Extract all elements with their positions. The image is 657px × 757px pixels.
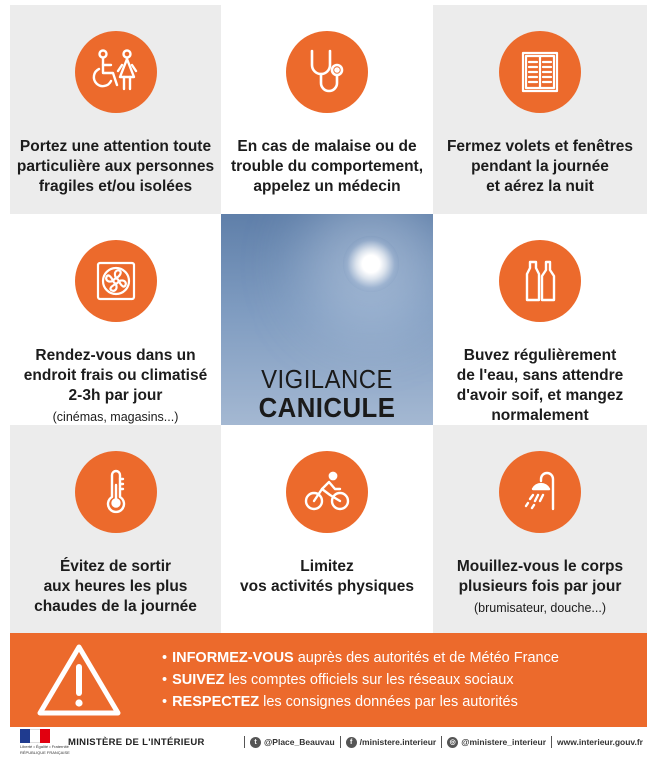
window-shutters-icon xyxy=(499,31,581,113)
title-vigilance: VIGILANCE xyxy=(261,364,393,394)
fan-icon xyxy=(75,240,157,322)
facebook-icon: f xyxy=(346,737,357,748)
advice-text: Portez une attention toute particulière aux personnes fragiles et/ou isolées xyxy=(16,138,215,195)
twitter-link[interactable]: t @Place_Beauvau xyxy=(239,736,335,748)
warning-triangle-icon xyxy=(34,641,124,719)
banner-item-inform: • INFORMEZ-VOUS auprès des autorités et de Météo France xyxy=(162,650,559,666)
social-links xyxy=(239,736,643,748)
advice-text: Buvez régulièrement de l'eau, sans attendre d'avoir soif, et mangez normalement xyxy=(456,347,624,424)
shower-icon xyxy=(499,451,581,533)
advice-text: Mouillez-vous le corps plusieurs fois par jour xyxy=(456,558,624,595)
advice-cell-avoid-heat xyxy=(10,425,221,633)
sun-icon xyxy=(343,236,399,292)
vigilance-canicule-panel xyxy=(221,214,433,425)
instagram-link[interactable]: ◎ @ministere_interieur xyxy=(436,736,546,748)
republic-motto: Liberté • Égalité • Fraternité xyxy=(20,744,69,749)
title-canicule: CANICULE xyxy=(258,392,396,423)
advice-text: Limitez vos activités physiques xyxy=(239,558,415,595)
advice-text: En cas de malaise ou de trouble du comportement, appelez un médecin xyxy=(230,138,424,195)
advice-cell-doctor xyxy=(221,5,433,214)
republic-logo xyxy=(20,729,70,755)
facebook-link[interactable]: f /ministere.interieur xyxy=(335,736,437,748)
banner-list xyxy=(162,647,559,713)
advice-cell-limit-activity xyxy=(221,425,433,633)
instagram-icon: ◎ xyxy=(447,737,458,748)
advice-note: (cinémas, magasins...) xyxy=(52,410,179,424)
thermometer-icon xyxy=(75,451,157,533)
cyclist-icon xyxy=(286,451,368,533)
advice-text: Évitez de sortir aux heures les plus chaudes de la journée xyxy=(34,558,197,615)
twitter-icon: t xyxy=(250,737,261,748)
footer xyxy=(10,727,647,757)
republic-name: RÉPUBLIQUE FRANÇAISE xyxy=(20,750,70,755)
advice-grid xyxy=(10,5,647,633)
advice-cell-shutters xyxy=(433,5,647,214)
stethoscope-icon xyxy=(286,31,368,113)
advice-cell-cool-place xyxy=(10,214,221,425)
advice-cell-shower xyxy=(433,425,647,633)
ministry-name: MINISTÈRE DE L'INTÉRIEUR xyxy=(68,736,205,748)
banner-item-respect: • RESPECTEZ les consignes données par les autorités xyxy=(162,694,518,710)
information-banner xyxy=(10,633,647,727)
website-link[interactable]: www.interieur.gouv.fr xyxy=(546,736,643,748)
water-bottles-icon xyxy=(499,240,581,322)
french-flag-icon xyxy=(20,729,50,743)
disabled-person-and-woman-icon xyxy=(75,31,157,113)
advice-note: (brumisateur, douche...) xyxy=(473,601,606,615)
banner-item-follow: • SUIVEZ les comptes officiels sur les réseaux sociaux xyxy=(162,672,514,688)
advice-cell-fragile-people xyxy=(10,5,221,214)
advice-cell-drink-water xyxy=(433,214,647,425)
advice-text: Rendez-vous dans un endroit frais ou climatisé 2-3h par jour xyxy=(23,347,208,404)
advice-text: Fermez volets et fenêtres pendant la journée et aérez la nuit xyxy=(446,138,634,195)
